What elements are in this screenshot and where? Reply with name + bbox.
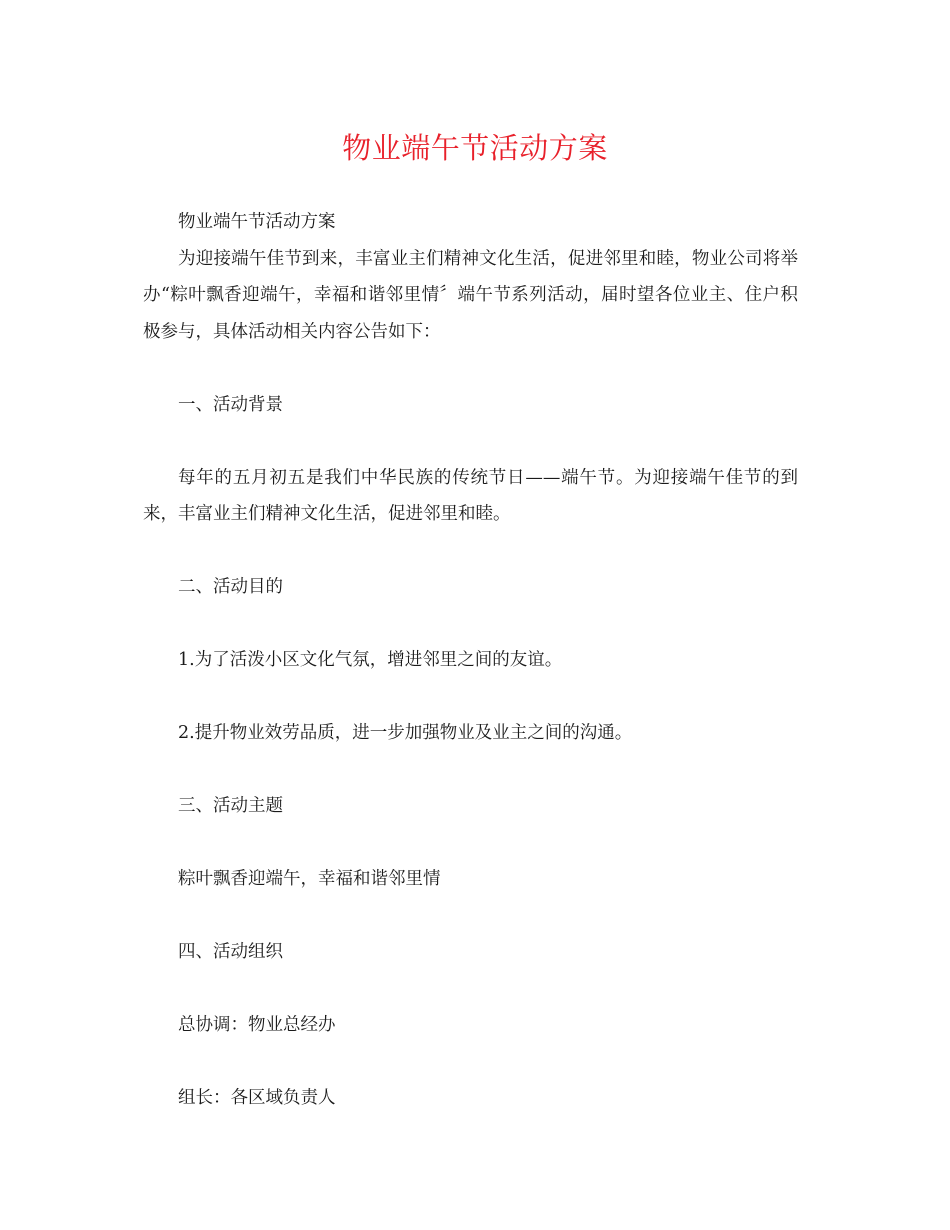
paragraph-theme: 粽叶飘香迎端午，幸福和谐邻里情: [178, 869, 441, 889]
paragraph-background: 每年的五月初五是我们中华民族的传统节日——端午节。为迎接端午佳节的到来，丰富业主们精神文化生活，促进邻里和睦。: [143, 467, 798, 524]
list-item-purpose-1: 1.为了活泼小区文化气氛，增进邻里之间的友谊。: [178, 650, 563, 670]
paragraph-team-leader: 组长：各区域负责人: [178, 1088, 336, 1108]
document-body: [143, 204, 798, 1117]
paragraph-intro: 为迎接端午佳节到来，丰富业主们精神文化生活，促进邻里和睦，物业公司将举办“粽叶飘香迎端午，幸福和谐邻里情〞端午节系列活动，届时望各位业主、住户积极参与，具体活动相关内容公告如下：: [143, 248, 798, 342]
heading-organization: 四、活动组织: [178, 942, 283, 962]
paragraph-coordinator: 总协调：物业总经办: [178, 1015, 336, 1035]
document-title: 物业端午节活动方案: [342, 131, 608, 165]
paragraph-subtitle: 物业端午节活动方案: [178, 212, 336, 232]
heading-theme: 三、活动主题: [178, 796, 283, 816]
heading-background: 一、活动背景: [178, 394, 283, 415]
heading-purpose: 二、活动目的: [178, 577, 283, 597]
list-item-purpose-2: 2.提升物业效劳品质，进一步加强物业及业主之间的沟通。: [178, 723, 633, 743]
